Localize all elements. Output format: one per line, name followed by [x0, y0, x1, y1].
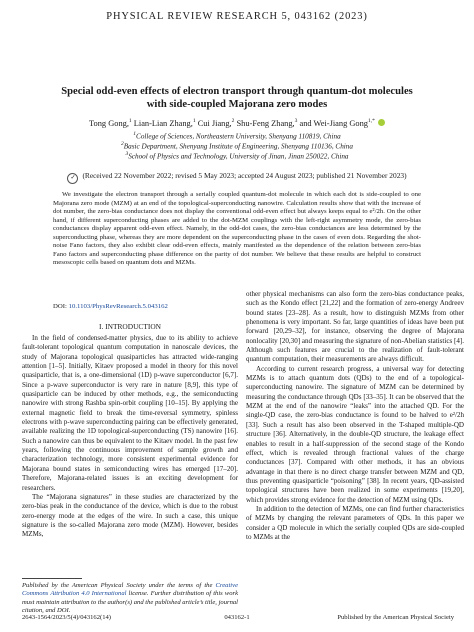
footer-page-number: 043162-1	[224, 614, 250, 621]
affiliation	[0, 141, 474, 150]
body-paragraph: In addition to the detection of MZMs, one can find further characteristics of MZMs by changing the relevant parameters of QDs. In this paper we consider a QD molecule in which the serially coupled QDs are side-coupled to MZMs at the	[246, 504, 464, 541]
footer-publisher: Published by the American Physical Society	[337, 614, 454, 621]
footnote-text: Published by the American Physical Society under the terms of the	[22, 582, 216, 589]
orcid-icon[interactable]	[378, 119, 385, 126]
abstract-text: We investigate the electron transport through a serially coupled quantum-dot molecule in which each dot is side-coupled to one Majorana zero mode (MZM) at an end of the topological-superconducting nanowire. Calculation results show that with the increase of dot number, the zero-bias conductance does not display the conventional odd-even effect but always keeps equal to e²/2h. On the other hand, if different superconducting phases are added to the dot-MZM couplings with the left-right asymmetry mode, the zero-bias conductances display apparent odd-even effect. Namely, in the odd-dot cases, the zero-bias conductances are less determined by the superconducting phase, whereas they are more dependent on the superconducting phase in the cases of even dots. Regarding the shot-noise Fano factors, they also exhibit clear odd-even effects, mainly manifested as the dependence of the relation between zero-bias Fano factors and superconducting phase difference on the parity of dot number. We believe that these results are helpful to construct mesoscopic cells based on quantum dots and MZMs.	[53, 191, 421, 267]
author-name: Tong Gong,	[89, 118, 129, 128]
author-affil-sup: 1	[192, 118, 196, 124]
body-paragraph: other physical mechanisms can also form the zero-bias conductance peaks, such as the Kondo effect [21,22] and the formation of zero-energy Andreev bound states [23–28]. As a result, how to distinguish MZMs from other phenomena is very important. So far, large quantities of ideas have been put forward [20,29–32], for instance, observing the degree of Majorana nonlocality [20,30] and measuring the signature of non-Abelian statistics [4]. Although such features are crucial to the realization of fault-tolerant quantum computation, their measurements are always difficult.	[246, 290, 464, 364]
body-paragraph: In the field of condensed-matter physics, due to its ability to achieve fault-tolerant topological quantum computation in nanoscale devices, the study of Majorana topological quasiparticles has attracted wide-ranging attention [1–5]. Initially, Kitaev proposed a model in theory for this novel quasiparticle, that is, a one-dimensional (1D) p-wave superconductor [6,7]. Since a p-wave superconductor is very rare in nature [8,9], this type of quasiparticle can be induced by other methods, e.g., the semiconducting nanowire with strong Rashba spin-orbit coupling [10–15]. By applying the external magnetic field to break the time-reversal symmetry, spinless electrons with p-wave superconducting pairing can be effectively generated, available realizing the 1D topological-superconducting (TS) nanowire [16]. Such a nanowire can thus be equivalent to the Kitaev model. In the past few years, following the continuous improvement of sample growth and characterization technology, more consistent experimental evidence for Majorana bound states in semiconducting wires has emerged [17–20]. Therefore, Majorana-related issues is an exciting development for researchers.	[22, 334, 238, 492]
author-name: Lian-Lian Zhang,	[133, 118, 193, 128]
affiliation-sup: 3	[125, 151, 129, 157]
author-affil-sup: 1	[128, 118, 132, 124]
author-affil-sup: 2	[231, 118, 235, 124]
license-footnote	[22, 582, 238, 615]
author-name: Shu-Feng Zhang,	[236, 118, 295, 128]
right-column	[246, 290, 464, 542]
section-heading: I. INTRODUCTION	[99, 322, 161, 331]
author-affil-sup: 3	[294, 118, 298, 124]
publication-history	[0, 171, 474, 184]
article-title	[60, 85, 414, 111]
abstract	[53, 191, 421, 268]
license-link[interactable]: Creative Commons Attribution 4.0 International	[22, 582, 238, 598]
doi-label: DOI:	[53, 303, 69, 310]
footnote-divider	[22, 578, 82, 579]
check-for-updates-icon[interactable]: ✓	[67, 173, 78, 184]
received-dates: (Received 22 November 2022; revised 5 May 2023; accepted 24 August 2023; published 21 November 2023)	[82, 171, 407, 180]
body-paragraph: The “Majorana signatures” in these studies are characterized by the zero-bias peak in the conductance of the device, which is due to the robust zero-energy mode at the edges of the wire. In such a case, this unique signature is the so-called Majorana zero mode (MZM). However, besides MZMs,	[22, 492, 238, 539]
left-column	[22, 334, 238, 540]
affiliation-text: Basic Department, Shenyang Institute of Engineering, Shenyang 110136, China	[123, 142, 353, 151]
affiliation-sup: 2	[121, 141, 124, 147]
title-line-1: Special odd-even effects of electron transport through quantum-dot molecules	[61, 86, 413, 97]
author-list	[0, 118, 474, 128]
affiliation-text: College of Sciences, Northeastern University, Shenyang 110819, China	[136, 132, 341, 141]
affiliation	[0, 131, 474, 140]
doi-line	[53, 303, 168, 310]
affiliation	[0, 151, 474, 160]
body-paragraph: According to current research progress, a universal way for detecting MZMs is to attach quantum dots (QDs) to the end of a topological-superconducting nanowire. The signature of MZM can be determined by measuring the conductance through QDs [33–35]. It can be observed that the MZM at the end of the nanowire “leaks” into the attached QD. For the single-QD case, the zero-bias conductance is found to be halved to e²/2h [33]. Such a result has also been observed in the T-shaped multiple-QD structure [36]. Alternatively, in the double-QD structure, the leakage effect enables to result in a half-suppression of the second stage of the Kondo effect, which is revealed through fractional values of the charge conductances [37]. Compared with other methods, it has an obvious advantage in that there is no direct charge transfer between MZM and QD, thus preventing quasiparticle “poisoning” [38]. In recent years, QD-assisted topological structures have been realized in some experiments [19,20], which provides strong evidence for the detection of MZM using QDs.	[246, 364, 464, 504]
author-name: Cui Jiang,	[197, 118, 232, 128]
footer-issn: 2643-1564/2023/5(4)/043162(14)	[22, 614, 112, 621]
affiliation-sup: 1	[133, 131, 137, 137]
affiliation-text: School of Physics and Technology, University of Jinan, Jinan 250022, China	[128, 152, 349, 161]
journal-header: PHYSICAL REVIEW RESEARCH 5, 043162 (2023)	[106, 11, 368, 22]
doi-link[interactable]: 10.1103/PhysRevResearch.5.043162	[68, 303, 168, 310]
author-affil-sup: 1,*	[367, 118, 375, 124]
footnote-text: license. Further distribution of this work must maintain attribution to the author(s) and the published article’s title, journal citation, and DOI.	[22, 590, 239, 614]
author-name: and Wei-Jiang Gong	[299, 118, 368, 128]
title-line-2: with side-coupled Majorana zero modes	[146, 99, 328, 110]
